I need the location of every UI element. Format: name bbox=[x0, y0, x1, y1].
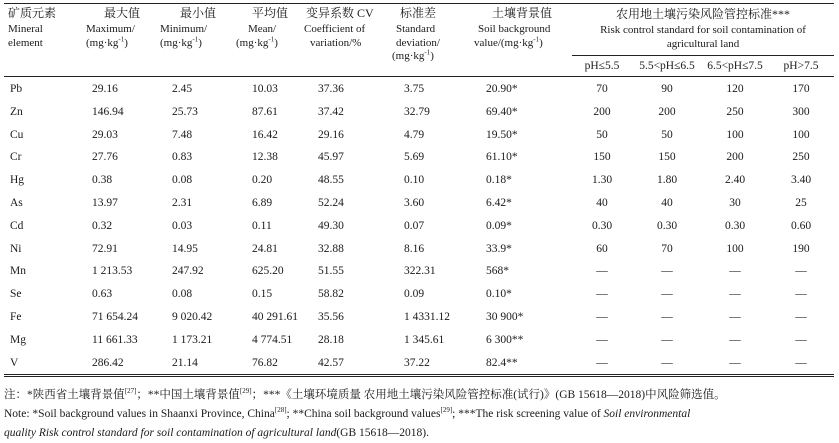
cell-risk-ph4: 300 bbox=[792, 105, 810, 118]
header-ph-1: pH≤5.5 bbox=[572, 56, 632, 77]
note-en-ref-2: [29] bbox=[440, 406, 453, 415]
cell-risk-ph1: 60 bbox=[596, 242, 608, 255]
table-row bbox=[4, 101, 834, 124]
cell-cv: 49.30 bbox=[318, 219, 344, 232]
cell-risk-ph1: 0.30 bbox=[591, 219, 613, 232]
cell-risk-ph2: — bbox=[661, 333, 673, 346]
cell-risk-ph4: — bbox=[795, 310, 807, 323]
note-en-line-1 bbox=[4, 405, 834, 424]
cell-risk-ph2: 90 bbox=[661, 83, 673, 95]
table-row bbox=[4, 77, 834, 101]
cell-mean: 87.61 bbox=[252, 105, 278, 118]
cell-sd: 3.60 bbox=[404, 196, 425, 209]
cell-sd: 1 4331.12 bbox=[404, 310, 450, 323]
cell-sd: 8.16 bbox=[404, 242, 425, 255]
cell-risk-ph1: 200 bbox=[593, 105, 611, 118]
cell-max: 11 661.33 bbox=[92, 333, 138, 346]
header-element-en1: Mineral bbox=[8, 23, 43, 35]
header-sd-cn: 标准差 bbox=[400, 6, 437, 20]
cell-risk-ph4: 25 bbox=[795, 196, 807, 209]
header-mean bbox=[236, 4, 302, 77]
cell-element: V bbox=[4, 352, 76, 375]
header-min-cn: 最小值 bbox=[180, 6, 217, 20]
cell-element: Se bbox=[10, 288, 22, 301]
cell-background: 33.9* bbox=[486, 242, 512, 255]
note-cn-part-a: 注：*陕西省土壤背景值 bbox=[4, 389, 125, 401]
note-en-part-c: ; ***The risk screening value of bbox=[452, 408, 604, 420]
cell-risk-ph1: 1.30 bbox=[591, 174, 613, 187]
cell-min: 7.48 bbox=[172, 128, 193, 141]
cell-risk-ph3: 100 bbox=[726, 242, 744, 255]
header-background-en1: Soil background bbox=[478, 23, 551, 35]
cell-max: 29.16 bbox=[92, 83, 118, 95]
cell-min: 25.73 bbox=[172, 105, 198, 118]
header-cv-en2: variation/% bbox=[310, 36, 362, 49]
header-sd-en2: deviation/ bbox=[396, 36, 440, 49]
cell-max: 0.63 bbox=[92, 288, 113, 301]
cell-risk-ph4: 250 bbox=[792, 151, 810, 164]
cell-risk-ph2: — bbox=[661, 310, 673, 323]
header-risk-standard bbox=[572, 4, 834, 56]
header-ph-4: pH>7.5 bbox=[768, 56, 834, 77]
cell-element: Cu bbox=[10, 128, 24, 141]
table-row bbox=[4, 306, 834, 329]
header-background-unit-end: ) bbox=[539, 36, 543, 49]
header-sd-en1: Standard bbox=[396, 23, 436, 35]
table-row bbox=[4, 260, 834, 283]
cell-max: 0.38 bbox=[92, 174, 113, 187]
note-en-line-2 bbox=[4, 424, 834, 443]
cell-risk-ph3: 250 bbox=[726, 105, 744, 118]
cell-risk-ph1: — bbox=[596, 265, 608, 278]
header-max-cn: 最大值 bbox=[104, 6, 141, 20]
cell-max: 286.42 bbox=[76, 352, 156, 375]
cell-background: 82.4** bbox=[470, 352, 572, 375]
cell-background: 30 900* bbox=[486, 310, 524, 323]
cell-sd: 1 345.61 bbox=[404, 333, 445, 346]
cell-risk-ph2: 70 bbox=[661, 242, 673, 255]
cell-risk-ph1: — bbox=[596, 310, 608, 323]
cell-risk-ph2: 200 bbox=[658, 105, 676, 118]
cell-min: 2.31 bbox=[172, 196, 193, 209]
cell-risk-ph3: 100 bbox=[726, 128, 744, 141]
cell-max: 27.76 bbox=[92, 151, 118, 164]
cell-background: 19.50* bbox=[486, 128, 518, 141]
note-en-part-a: Note: *Soil background values in Shaanxi Province, China bbox=[4, 408, 275, 420]
header-sd bbox=[388, 4, 470, 77]
header-background bbox=[470, 4, 572, 77]
cell-sd: 0.10 bbox=[404, 174, 425, 187]
cell-risk-ph2: 150 bbox=[658, 151, 676, 164]
header-risk-en2: agricultural land bbox=[666, 37, 740, 50]
cell-risk-ph1: — bbox=[572, 352, 632, 375]
cell-cv: 45.97 bbox=[318, 151, 344, 164]
header-min-unit: (mg·kg bbox=[160, 36, 193, 49]
cell-element: Pb bbox=[10, 83, 23, 95]
table-row bbox=[4, 169, 834, 192]
header-sd-unit-sup: -1 bbox=[424, 48, 431, 57]
cell-risk-ph1: — bbox=[596, 333, 608, 346]
cell-risk-ph3: — bbox=[729, 288, 741, 301]
cell-max: 0.32 bbox=[92, 219, 113, 232]
cell-sd: 322.31 bbox=[404, 265, 436, 278]
cell-risk-ph2: 40 bbox=[661, 196, 673, 209]
cell-cv: 29.16 bbox=[318, 128, 344, 141]
cell-mean: 6.89 bbox=[252, 196, 273, 209]
cell-risk-ph4: — bbox=[768, 352, 834, 375]
cell-risk-ph2: — bbox=[632, 352, 702, 375]
header-max bbox=[76, 4, 156, 77]
cell-element: Cd bbox=[10, 219, 24, 232]
cell-sd: 3.75 bbox=[404, 83, 425, 95]
cell-risk-ph3: 30 bbox=[729, 196, 741, 209]
cell-background: 61.10* bbox=[486, 151, 518, 164]
cell-sd: 4.79 bbox=[404, 128, 425, 141]
note-en-ref-1: [28] bbox=[274, 406, 287, 415]
cell-risk-ph2: — bbox=[661, 288, 673, 301]
header-mean-unit: (mg·kg bbox=[236, 36, 269, 49]
header-sd-unit: (mg·kg bbox=[392, 50, 425, 62]
table-row bbox=[4, 352, 834, 375]
cell-risk-ph2: 1.80 bbox=[656, 174, 678, 187]
cell-element: Hg bbox=[10, 174, 25, 187]
header-background-cn: 土壤背景值 bbox=[492, 6, 553, 20]
cell-risk-ph4: — bbox=[795, 288, 807, 301]
note-en-part-b: ; **China soil background values bbox=[286, 408, 441, 420]
cell-risk-ph1: — bbox=[596, 288, 608, 301]
table-row bbox=[4, 146, 834, 169]
table-notes bbox=[4, 376, 834, 443]
cell-element: Mg bbox=[10, 333, 26, 346]
cell-mean: 16.42 bbox=[252, 128, 278, 141]
cell-background: 0.10* bbox=[486, 288, 512, 301]
cell-risk-ph1: 50 bbox=[596, 128, 608, 141]
heavy-metal-statistics-table bbox=[4, 3, 834, 375]
table-body bbox=[4, 77, 834, 375]
header-max-unit: (mg·kg bbox=[86, 36, 119, 49]
cell-background: 0.09* bbox=[486, 219, 512, 232]
header-background-unit: value/(mg·kg bbox=[474, 36, 534, 49]
cell-risk-ph2: 50 bbox=[661, 128, 673, 141]
cell-mean: 0.20 bbox=[252, 174, 273, 187]
cell-sd: 0.07 bbox=[404, 219, 425, 232]
cell-element: As bbox=[10, 196, 23, 209]
note-en-part-e: quality Risk control standard for soil contamination of agricultural land bbox=[4, 427, 337, 439]
note-cn-ref-1: [27] bbox=[124, 387, 137, 396]
header-max-en1: Maximum/ bbox=[86, 23, 135, 35]
cell-cv: 51.55 bbox=[318, 265, 344, 278]
header-ph-2: 5.5<pH≤6.5 bbox=[632, 56, 702, 77]
cell-risk-ph3: — bbox=[729, 265, 741, 278]
header-mean-en1: Mean/ bbox=[248, 23, 277, 35]
cell-sd: 0.09 bbox=[404, 288, 425, 301]
cell-element: Fe bbox=[10, 310, 22, 323]
data-table-container bbox=[4, 3, 834, 375]
cell-element: Cr bbox=[10, 151, 22, 164]
cell-mean: 24.81 bbox=[252, 242, 278, 255]
header-min bbox=[156, 4, 236, 77]
cell-risk-ph3: — bbox=[702, 352, 768, 375]
cell-sd: 32.79 bbox=[404, 105, 430, 118]
header-cv-cn: 变异系数 CV bbox=[306, 6, 374, 20]
header-element bbox=[4, 4, 76, 77]
cell-min: 247.92 bbox=[172, 265, 204, 278]
cell-mean: 4 774.51 bbox=[252, 333, 293, 346]
cell-min: 0.08 bbox=[172, 174, 193, 187]
header-min-unit-sup: -1 bbox=[192, 34, 199, 43]
cell-background: 6.42* bbox=[486, 196, 512, 209]
cell-sd: 37.22 bbox=[388, 352, 470, 375]
cell-cv: 42.57 bbox=[302, 352, 388, 375]
cell-risk-ph1: 40 bbox=[596, 196, 608, 209]
cell-min: 14.95 bbox=[172, 242, 198, 255]
cell-risk-ph4: 190 bbox=[792, 242, 810, 255]
cell-min: 9 020.42 bbox=[172, 310, 213, 323]
cell-max: 1 213.53 bbox=[92, 265, 133, 278]
cell-risk-ph3: 200 bbox=[726, 151, 744, 164]
header-min-unit-end: ) bbox=[198, 36, 202, 49]
header-cv-en1: Coefficient of bbox=[304, 23, 366, 35]
cell-mean: 0.15 bbox=[252, 288, 273, 301]
cell-min: 21.14 bbox=[156, 352, 236, 375]
cell-min: 0.08 bbox=[172, 288, 193, 301]
cell-sd: 5.69 bbox=[404, 151, 425, 164]
cell-max: 72.91 bbox=[92, 242, 118, 255]
cell-background: 568* bbox=[486, 265, 509, 278]
cell-risk-ph3: — bbox=[729, 333, 741, 346]
header-max-unit-end: ) bbox=[124, 36, 128, 49]
cell-mean: 76.82 bbox=[236, 352, 302, 375]
header-element-en2: element bbox=[8, 36, 43, 49]
cell-cv: 32.88 bbox=[318, 242, 344, 255]
cell-risk-ph2: 0.30 bbox=[656, 219, 678, 232]
cell-max: 29.03 bbox=[92, 128, 118, 141]
header-mean-unit-sup: -1 bbox=[268, 34, 275, 43]
header-mean-cn: 平均值 bbox=[252, 6, 289, 20]
cell-cv: 28.18 bbox=[318, 333, 344, 346]
header-ph-3: 6.5<pH≤7.5 bbox=[702, 56, 768, 77]
header-cv bbox=[302, 4, 388, 77]
cell-background: 20.90* bbox=[486, 83, 518, 95]
cell-risk-ph1: 70 bbox=[596, 83, 608, 95]
table-row bbox=[4, 124, 834, 147]
cell-min: 0.03 bbox=[172, 219, 193, 232]
table-row bbox=[4, 215, 834, 238]
note-cn bbox=[4, 386, 834, 405]
cell-risk-ph4: — bbox=[795, 265, 807, 278]
cell-cv: 37.36 bbox=[318, 83, 344, 95]
cell-cv: 58.82 bbox=[318, 288, 344, 301]
cell-mean: 12.38 bbox=[252, 151, 278, 164]
cell-max: 71 654.24 bbox=[92, 310, 138, 323]
header-risk-cn: 农用地土壤污染风险管控标准*** bbox=[616, 7, 791, 21]
table-row bbox=[4, 238, 834, 261]
cell-min: 1 173.21 bbox=[172, 333, 213, 346]
cell-risk-ph3: 0.30 bbox=[724, 219, 746, 232]
cell-min: 2.45 bbox=[172, 83, 193, 95]
note-cn-part-b: ；**中国土壤背景值 bbox=[136, 389, 240, 401]
note-cn-ref-2: [29] bbox=[239, 387, 252, 396]
header-max-unit-sup: -1 bbox=[118, 34, 125, 43]
cell-max: 146.94 bbox=[92, 105, 124, 118]
cell-cv: 52.24 bbox=[318, 196, 344, 209]
cell-background: 69.40* bbox=[486, 105, 518, 118]
cell-risk-ph3: 2.40 bbox=[724, 174, 746, 187]
cell-mean: 0.11 bbox=[252, 219, 272, 232]
cell-risk-ph1: 150 bbox=[593, 151, 611, 164]
cell-element: Zn bbox=[10, 105, 23, 118]
cell-risk-ph4: 100 bbox=[792, 128, 810, 141]
table-row bbox=[4, 329, 834, 352]
table-row bbox=[4, 283, 834, 306]
cell-mean: 625.20 bbox=[252, 265, 284, 278]
cell-risk-ph2: — bbox=[661, 265, 673, 278]
note-cn-part-c: ；***《土壤环境质量 农用地土壤污染风险管控标准(试行)》(GB 15618—2018)中风险筛选值。 bbox=[251, 389, 726, 401]
header-mean-unit-end: ) bbox=[274, 36, 278, 49]
cell-cv: 48.55 bbox=[318, 174, 344, 187]
header-min-en1: Minimum/ bbox=[160, 23, 208, 35]
cell-cv: 35.56 bbox=[318, 310, 344, 323]
header-risk-en1: Risk control standard for soil contamination of bbox=[600, 24, 806, 36]
header-background-unit-sup: -1 bbox=[533, 34, 540, 43]
cell-risk-ph3: — bbox=[729, 310, 741, 323]
header-element-cn: 矿质元素 bbox=[8, 6, 57, 20]
cell-max: 13.97 bbox=[92, 196, 118, 209]
cell-risk-ph4: 170 bbox=[792, 83, 810, 95]
note-en-part-d: Soil environmental bbox=[603, 408, 691, 420]
cell-mean: 10.03 bbox=[252, 83, 278, 95]
cell-element: Ni bbox=[10, 242, 22, 255]
cell-risk-ph4: — bbox=[795, 333, 807, 346]
cell-min: 0.83 bbox=[172, 151, 193, 164]
table-row bbox=[4, 192, 834, 215]
cell-mean: 40 291.61 bbox=[252, 310, 298, 323]
header-sd-unit-end: ) bbox=[430, 50, 434, 62]
cell-risk-ph4: 3.40 bbox=[790, 174, 812, 187]
cell-background: 0.18* bbox=[486, 174, 512, 187]
cell-background: 6 300** bbox=[486, 333, 524, 346]
cell-element: Mn bbox=[10, 265, 26, 278]
cell-cv: 37.42 bbox=[318, 105, 344, 118]
cell-risk-ph4: 0.60 bbox=[790, 219, 812, 232]
cell-risk-ph3: 120 bbox=[726, 83, 744, 95]
note-en-part-f: (GB 15618—2018). bbox=[336, 427, 429, 439]
